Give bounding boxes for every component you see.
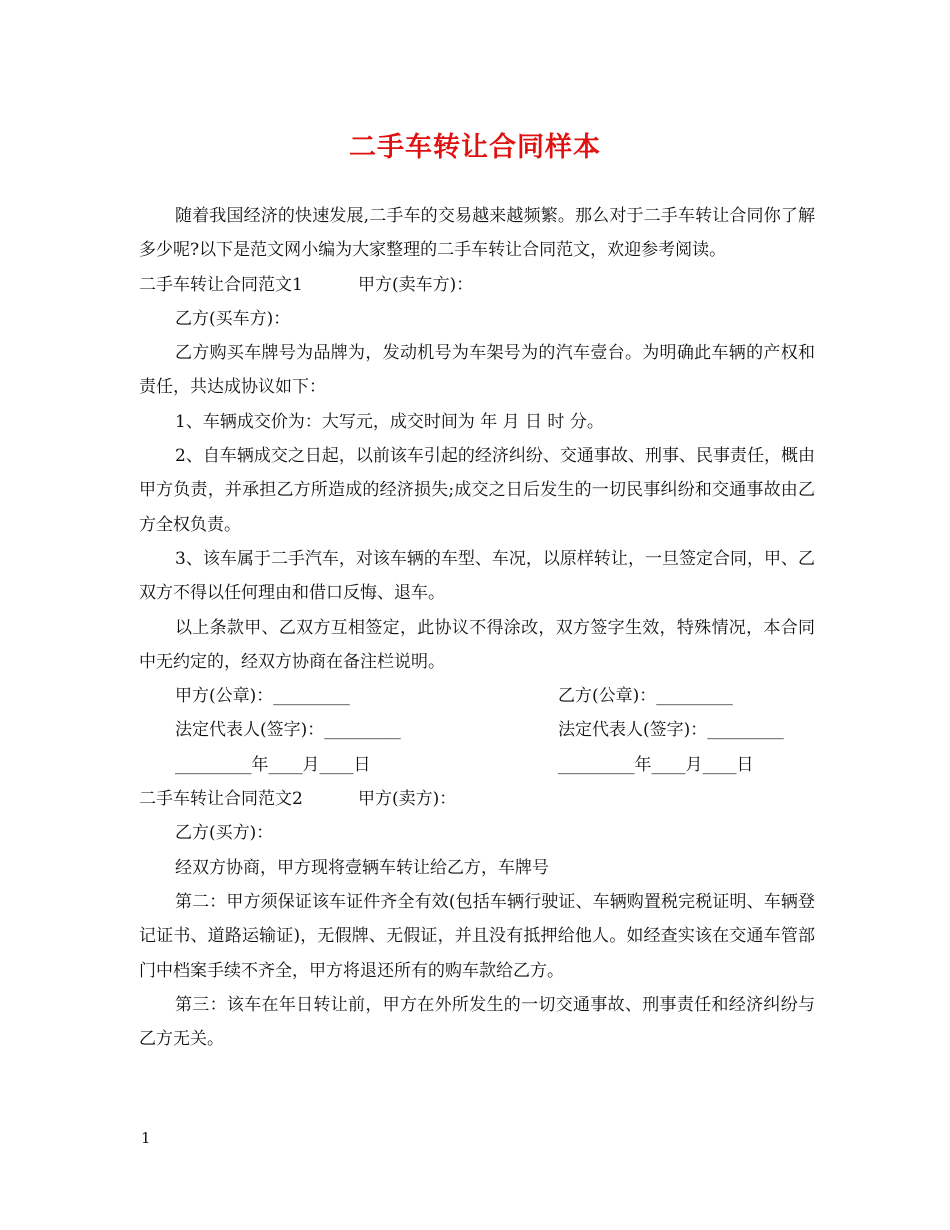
document-title: 二手车转让合同样本 bbox=[349, 132, 601, 163]
sample1-heading: 二手车转让合同范文1 bbox=[139, 274, 303, 295]
sign-b-date: _________年____月____日 bbox=[558, 754, 754, 775]
sample1-party-b: 乙方(买车方)： bbox=[175, 308, 291, 329]
sample2-heading-row bbox=[139, 782, 815, 816]
sign-a-date: _________年____月____日 bbox=[175, 754, 371, 775]
sample1-clause1: 1、车辆成交价为：大写元，成交时间为 年 月 日 时 分。 bbox=[175, 411, 604, 432]
signature-row-seal bbox=[139, 679, 815, 713]
sample1-para1: 乙方购买车牌号为品牌为，发动机号为车架号为的汽车壹台。为明确此车辆的产权和责任，共达成协议如下： bbox=[139, 343, 815, 398]
sign-a-rep: 法定代表人(签字)：_________ bbox=[175, 720, 401, 741]
sign-b-rep: 法定代表人(签字)：_________ bbox=[558, 720, 784, 741]
sample1-clause2: 2、自车辆成交之日起，以前该车引起的经济纠纷、交通事故、刑事、民事责任，概由甲方负责，并承担乙方所造成的经济损失;成交之日后发生的一切民事纠纷和交通事故由乙方全权负责。 bbox=[139, 446, 815, 535]
sample1-closing: 以上条款甲、乙双方互相签定，此协议不得涂改，双方签字生效，特殊情况，本合同中无约定的，经双方协商在备注栏说明。 bbox=[139, 617, 815, 672]
sample2-para2: 第二：甲方须保证该车证件齐全有效(包括车辆行驶证、车辆购置税完税证明、车辆登记证书、道路运输证)，无假牌、无假证，并且没有抵押给他人。如经查实该在交通车管部门中档案手续不齐全，甲方将退还所有的购车款给乙方。 bbox=[139, 891, 815, 981]
sample1-clause3: 3、该车属于二手汽车，对该车辆的车型、车况，以原样转让，一旦签定合同，甲、乙双方不得以任何理由和借口反悔、退车。 bbox=[139, 548, 815, 604]
document-body bbox=[139, 199, 815, 1056]
signature-row-date bbox=[139, 748, 815, 782]
sample1-heading-row bbox=[139, 268, 815, 302]
sample2-party-a: 甲方(卖方)： bbox=[358, 789, 457, 810]
sample2-para3: 第三：该车在年日转让前，甲方在外所发生的一切交通事故、刑事责任和经济纠纷与乙方无关。 bbox=[139, 994, 815, 1050]
sign-b-seal: 乙方(公章)：_________ bbox=[558, 686, 733, 707]
sample2-para1: 经双方协商，甲方现将壹辆车转让给乙方，车牌号 bbox=[175, 857, 549, 878]
page-number: 1 bbox=[141, 1129, 151, 1147]
sample2-heading: 二手车转让合同范文2 bbox=[139, 789, 303, 810]
intro-paragraph: 随着我国经济的快速发展,二手车的交易越来越频繁。那么对于二手车转让合同你了解多少呢?以下是范文网小编为大家整理的二手车转让合同范文，欢迎参考阅读。 bbox=[139, 206, 815, 261]
signature-row-rep bbox=[139, 713, 815, 747]
sample1-party-a: 甲方(卖车方)： bbox=[358, 274, 474, 295]
sign-a-seal: 甲方(公章)：_________ bbox=[175, 686, 350, 707]
sample2-party-b: 乙方(买方)： bbox=[175, 823, 274, 844]
